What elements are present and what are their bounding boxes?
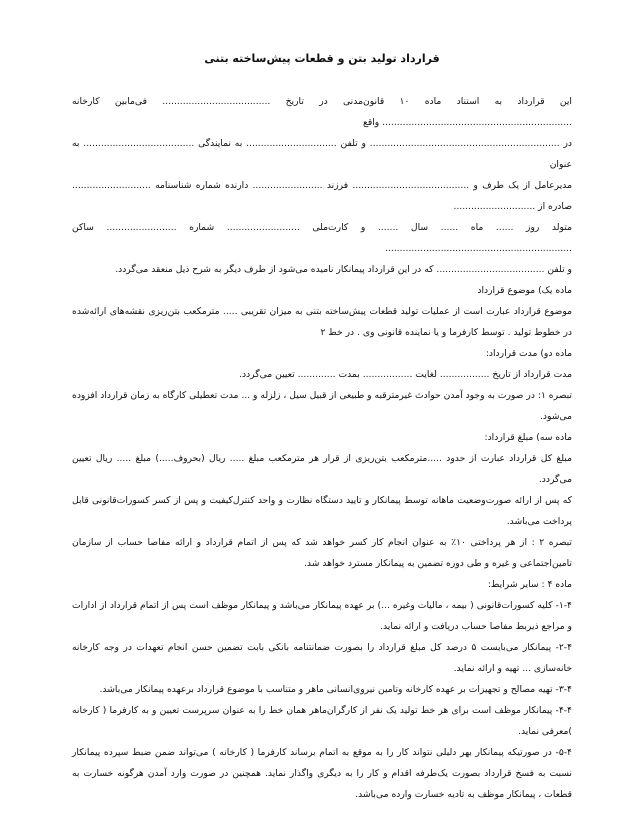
note-paragraph: تبصره ۲ : از هر پرداختی ۱۰٪ به عنوان انجام کار کسر خواهد شد که پس از اتمام قرارداد و ارائه مفاصا حساب از سازمان تامین‌اجتماعی و غیره و طی دوره تضمین به پیمانکار مسترد خواهد شد.: [72, 537, 572, 569]
paragraph: در ................................................................. و تلفن ............................... به نمایندگی ...................................... به عنوان: [72, 138, 572, 170]
paragraph: مبلغ کل قرارداد عبارت از حدود .....مترمکعب بتن‌ریزی از قرار هر مترمکعب مبلغ ..... ریال (بحروف.....) مبلغ ..... ریال تعیین می‌گردد.: [72, 453, 572, 485]
article-heading: ماده سه) مبلغ قرارداد:: [484, 432, 572, 443]
paragraph: متولد روز ...... ماه ...... سال ....... و کارت‌ملی ......................... شماره ........................ ساکن ................................................................: [72, 222, 572, 254]
document-title: قرارداد تولید بتن و قطعات پیش‌ساخته بتنی: [204, 52, 440, 65]
contract-document: [72, 52, 572, 805]
clause-paragraph: ۲-۴- پیمانکار می‌بایست ۵ درصد کل مبلغ قرارداد را بصورت ضمانتنامه بانکی بابت تضمین حسن انجام تعهدات در وجه کارخانه خانه‌سازی ... تهیه و ارائه نماید.: [72, 642, 573, 674]
paragraph: مدیرعامل از یک طرف و ........................................ فرزند ........................ دارنده شماره شناسنامه ........................... صادره از ............................: [72, 180, 572, 212]
article-heading: ماده دو) مدت قرارداد:: [485, 348, 572, 359]
paragraph: موضوع قرارداد عبارت است از عملیات تولید قطعات پیش‌ساخته بتنی به میزان تقریبی ..... مترمکعب بتن‌ریزی نقشه‌های ارائه‌شده در خطوط تولید . توسط کارفرما و یا نماینده قانونی وی . در خط ۲: [72, 306, 572, 338]
clause-paragraph: ۱-۴- کلیه کسورات‌قانونی ( بیمه ، مالیات وغیره ...) بر عهده پیمانکار می‌باشد و پیمانکار موظف است پس از اتمام قرارداد از ادارات و مراجع ذیربط مفاصا حساب دریافت و ارائه نماید.: [72, 600, 572, 632]
article-heading: ماده ۴ : سایر شرایط:: [487, 579, 572, 590]
document-body: [72, 91, 572, 805]
clause-paragraph: ۴-۴- پیمانکار موظف است برای هر خط تولید یک نفر از کارگران‌ماهر همان خط را به عنوان سرپرست تعیین و به کارفرما ( کارخانه )معرفی نماید.: [72, 705, 572, 737]
article-heading: ماده یک) موضوع قرارداد: [477, 285, 572, 296]
note-paragraph: تبصره ۱: در صورت به وجود آمدن حوادث غیرمترقبه و طبیعی از قبیل سیل ، زلزله و ... مدت تعطیلی کارگاه به زمان قرارداد افزوده می‌شود.: [72, 390, 572, 422]
clause-paragraph: ۵-۴- در صورتیکه پیمانکار بهر دلیلی نتواند کار را به موقع به اتمام برساند کارفرما ( کارخانه ) می‌تواند ضمن ضبط سپرده پیمانکار نسبت به فسخ قرارداد بصورت یک‌طرفه اقدام و کار را به دیگری واگذار نماید. همچنین در صورت وارد آمدن هرگونه خسارت به قطعات ، پیمانکار موظف به تادیه خسارت وارده می‌باشد.: [72, 747, 572, 800]
paragraph: که پس از ارائه صورت‌وضعیت ماهانه توسط پیمانکار و تایید دستگاه نظارت و واحد کنترل‌کیفیت و پس از کسر کسورات‌قانونی قابل پرداخت می‌باشد.: [72, 495, 572, 527]
clause-paragraph: ۳-۴- تهیه مصالح و تجهیزات بر عهده کارخانه وتامین نیروی‌انسانی ماهر و متناسب با موضوع قرارداد برعهده پیمانکار می‌باشد.: [99, 684, 572, 695]
paragraph: این قرارداد به استناد ماده ۱۰ قانون‌مدنی در تاریخ ..................................... فی‌مابین کارخانه ................................................................. واقع: [72, 96, 572, 128]
paragraph: و تلفن ..................................... که در این قرارداد پیمانکار نامیده می‌شود از طرف دیگر به شرح ذیل منعقد می‌گردد.: [115, 264, 572, 275]
paragraph: مدت قرارداد از تاریخ ................. لغایت ................. بمدت ............. تعیین می‌گردد.: [239, 369, 572, 380]
